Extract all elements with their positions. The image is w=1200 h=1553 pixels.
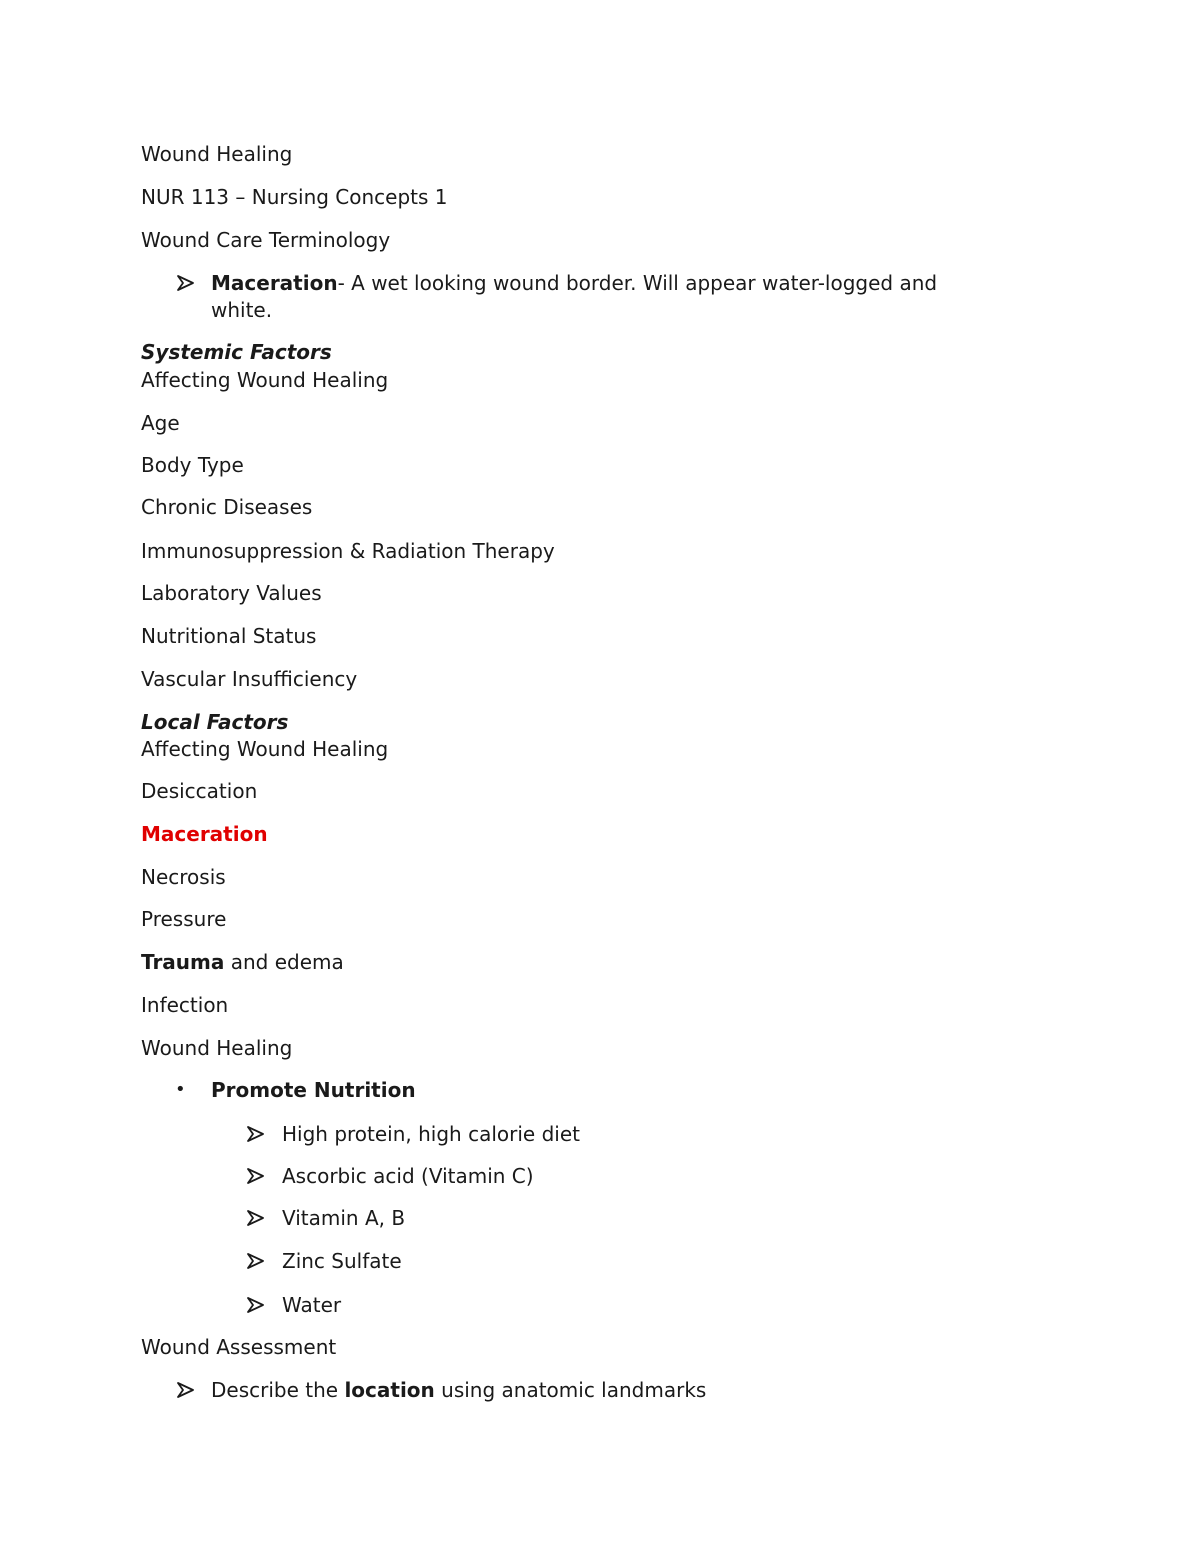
list-item: Chronic Diseases — [141, 495, 313, 519]
term-definition: - A wet looking wound border. Will appear water-logged and — [337, 271, 938, 295]
nutrition-item: Zinc Sulfate — [282, 1249, 402, 1273]
arrowhead-bullet-icon — [176, 273, 196, 293]
assessment-item-pre: Describe the — [211, 1378, 345, 1402]
list-item: Vascular Insufficiency — [141, 667, 358, 691]
list-item-highlighted: Maceration — [141, 822, 268, 846]
wound-healing-heading: Wound Healing — [141, 1036, 293, 1060]
systemic-factors-subheading: Affecting Wound Healing — [141, 368, 389, 392]
systemic-factors-heading: Systemic Factors — [141, 340, 332, 364]
list-item: Age — [141, 411, 180, 435]
local-factors-subheading: Affecting Wound Healing — [141, 737, 389, 761]
term-definition-continued: white. — [211, 298, 273, 322]
list-item: Body Type — [141, 453, 244, 477]
list-item: Laboratory Values — [141, 581, 322, 605]
trauma-bold: Trauma — [141, 950, 225, 974]
list-item: Nutritional Status — [141, 624, 317, 648]
round-bullet-icon: • — [175, 1079, 186, 1100]
list-item — [141, 949, 344, 975]
promote-nutrition-bullet: Promote Nutrition — [211, 1078, 416, 1102]
assessment-item — [211, 1377, 706, 1403]
course-name: NUR 113 – Nursing Concepts 1 — [141, 185, 448, 209]
arrowhead-bullet-icon — [246, 1124, 266, 1144]
trauma-rest: and edema — [224, 950, 344, 974]
list-item: Pressure — [141, 907, 227, 931]
list-item: Necrosis — [141, 865, 226, 889]
arrowhead-bullet-icon — [246, 1208, 266, 1228]
terminology-item — [211, 270, 937, 296]
arrowhead-bullet-icon — [246, 1166, 266, 1186]
nutrition-item: Vitamin A, B — [282, 1206, 406, 1230]
arrowhead-bullet-icon — [246, 1251, 266, 1271]
nutrition-item: Ascorbic acid (Vitamin C) — [282, 1164, 534, 1188]
list-item: Desiccation — [141, 779, 258, 803]
list-item: Immunosuppression & Radiation Therapy — [141, 539, 555, 563]
assessment-item-bold: location — [344, 1378, 435, 1402]
arrowhead-bullet-icon — [176, 1380, 196, 1400]
wound-assessment-heading: Wound Assessment — [141, 1335, 337, 1359]
term-maceration: Maceration — [211, 271, 338, 295]
arrowhead-bullet-icon — [246, 1295, 266, 1315]
assessment-item-post: using anatomic landmarks — [434, 1378, 707, 1402]
nutrition-item: High protein, high calorie diet — [282, 1122, 580, 1146]
local-factors-heading: Local Factors — [141, 710, 289, 734]
document-title: Wound Healing — [141, 142, 293, 166]
terminology-heading: Wound Care Terminology — [141, 228, 391, 252]
list-item: Infection — [141, 993, 229, 1017]
nutrition-item: Water — [282, 1293, 342, 1317]
